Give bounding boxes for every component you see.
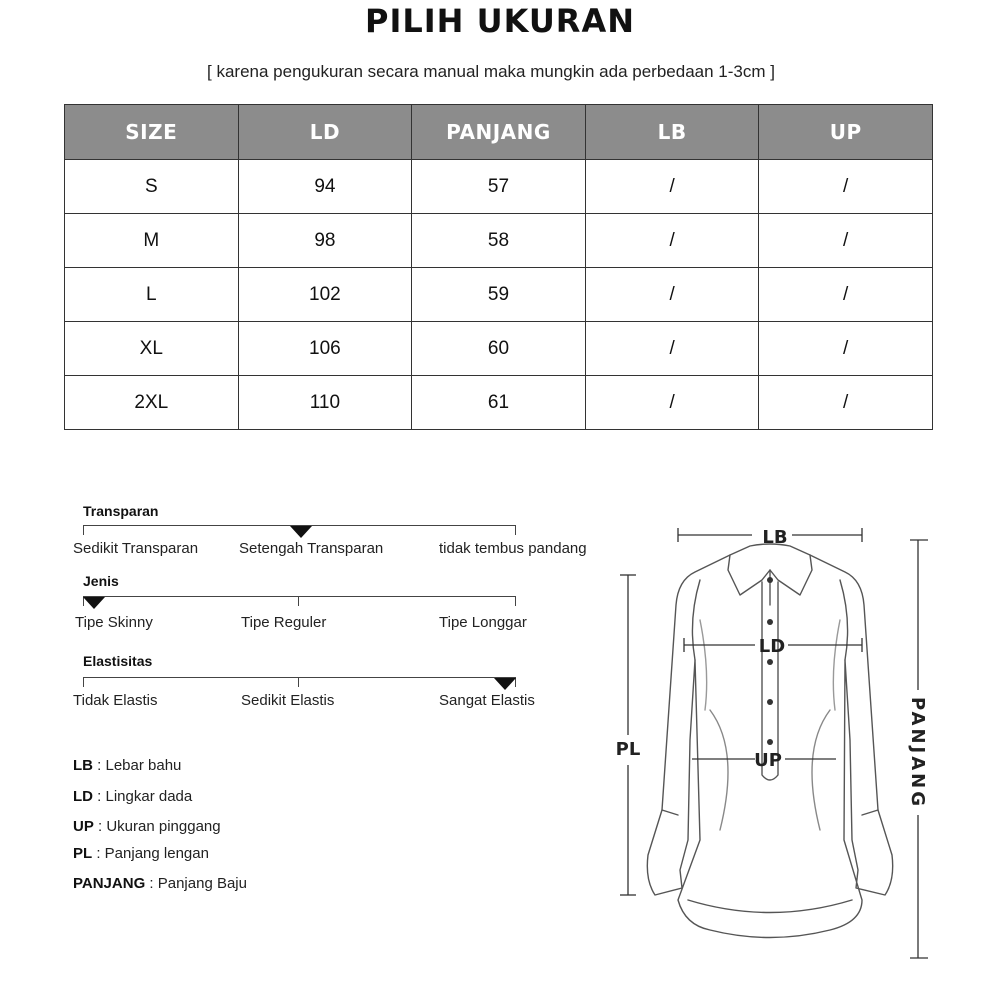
table-cell: 2XL xyxy=(65,376,239,430)
table-cell: 59 xyxy=(412,268,586,322)
legend-desc: : Lingkar dada xyxy=(93,788,193,805)
page-subtitle: [ karena pengukuran secara manual maka mungkin ada perbedaan 1-3cm ] xyxy=(207,62,775,81)
scale-marker-elastisitas xyxy=(494,678,516,690)
table-cell: 106 xyxy=(238,322,412,376)
legend-abbr: LB xyxy=(73,757,93,774)
table-cell: XL xyxy=(65,322,239,376)
scale-tick xyxy=(298,678,299,687)
table-cell: / xyxy=(759,214,933,268)
table-cell: 94 xyxy=(238,160,412,214)
scale-tick xyxy=(298,597,299,606)
diagram-label-up: UP xyxy=(754,750,782,771)
scale-title-transparan: Transparan xyxy=(83,503,159,519)
table-cell: / xyxy=(585,376,759,430)
table-cell: / xyxy=(585,214,759,268)
shirt-measurement-diagram xyxy=(600,510,940,970)
table-cell: / xyxy=(585,160,759,214)
table-cell: / xyxy=(759,160,933,214)
table-cell: 102 xyxy=(238,268,412,322)
legend-item-lb xyxy=(73,757,181,774)
legend-desc: : Lebar bahu xyxy=(93,757,182,774)
diagram-label-panjang: PANJANG xyxy=(907,696,928,810)
scale-option: Sangat Elastis xyxy=(439,692,535,709)
legend-abbr: PL xyxy=(73,845,93,862)
diagram-label-pl: PL xyxy=(615,739,641,760)
table-cell: 57 xyxy=(412,160,586,214)
scale-option: Tipe Skinny xyxy=(75,614,153,631)
table-row xyxy=(65,214,933,268)
header-lb: LB xyxy=(585,105,759,160)
table-row xyxy=(65,322,933,376)
table-cell: 61 xyxy=(412,376,586,430)
table-row xyxy=(65,268,933,322)
table-cell: M xyxy=(65,214,239,268)
table-cell: / xyxy=(585,322,759,376)
table-cell: 110 xyxy=(238,376,412,430)
table-cell: 98 xyxy=(238,214,412,268)
scale-option: tidak tembus pandang xyxy=(439,540,587,557)
legend-abbr: PANJANG xyxy=(73,875,146,892)
legend-desc: : Panjang lengan xyxy=(92,845,209,862)
legend-item-pl xyxy=(73,845,209,862)
diagram-label-ld: LD xyxy=(758,636,786,657)
table-cell: / xyxy=(759,268,933,322)
legend-item-up xyxy=(73,818,221,835)
table-cell: / xyxy=(585,268,759,322)
legend-abbr: UP xyxy=(73,818,94,835)
scale-option: Tipe Reguler xyxy=(241,614,327,631)
table-cell: 58 xyxy=(412,214,586,268)
scale-title-elastisitas: Elastisitas xyxy=(83,653,153,669)
scale-title-jenis: Jenis xyxy=(83,573,119,589)
scale-option: Tipe Longgar xyxy=(439,614,527,631)
table-cell: L xyxy=(65,268,239,322)
table-cell: / xyxy=(759,322,933,376)
table-header-row xyxy=(65,105,933,160)
scale-option: Tidak Elastis xyxy=(73,692,158,709)
scale-option: Sedikit Transparan xyxy=(73,540,199,557)
table-row xyxy=(65,376,933,430)
header-up: UP xyxy=(759,105,933,160)
header-ld: LD xyxy=(238,105,412,160)
legend-abbr: LD xyxy=(73,788,93,805)
table-cell: S xyxy=(65,160,239,214)
legend-desc: : Ukuran pinggang xyxy=(93,818,221,835)
page-title: PILIH UKURAN xyxy=(365,2,635,40)
scale-option: Sedikit Elastis xyxy=(241,692,335,709)
table-cell: / xyxy=(759,376,933,430)
shirt-outline xyxy=(647,555,892,938)
scale-marker-jenis xyxy=(83,597,105,609)
scale-line-jenis xyxy=(83,596,516,606)
scale-marker-transparan xyxy=(290,526,312,538)
header-size: SIZE xyxy=(65,105,239,160)
scale-line-elastisitas xyxy=(83,677,516,687)
header-panjang: PANJANG xyxy=(412,105,586,160)
legend-item-panjang xyxy=(73,875,247,892)
table-row xyxy=(65,160,933,214)
diagram-label-lb: LB xyxy=(762,527,788,548)
legend-desc: : Panjang Baju xyxy=(145,875,247,892)
size-table xyxy=(64,104,933,430)
table-cell: 60 xyxy=(412,322,586,376)
legend-item-ld xyxy=(73,788,192,805)
scale-option: Setengah Transparan xyxy=(239,540,384,557)
